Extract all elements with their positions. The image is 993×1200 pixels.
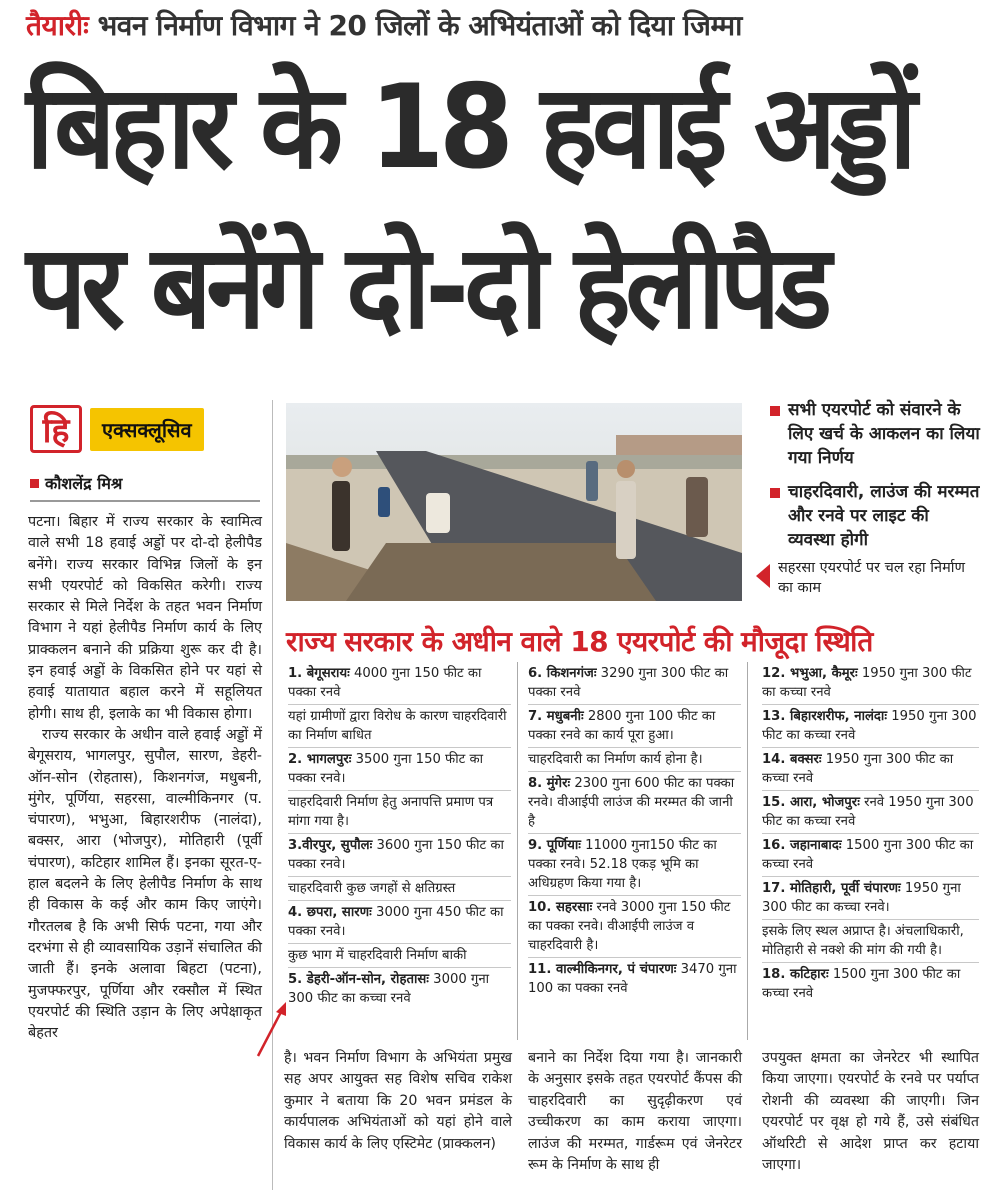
airport-detail: 1950 गुना 300 फीट का कच्चा रनवे xyxy=(762,666,972,700)
red-square-bullet-icon xyxy=(30,479,39,488)
byline xyxy=(30,472,122,494)
headline-line-2: पर बनेंगे दो-दो हेलीपैड xyxy=(26,220,827,355)
red-square-bullet-icon xyxy=(770,488,780,498)
airport-entry xyxy=(762,834,979,877)
article-paragraph: राज्य सरकार के अधीन वाले हवाई अड्डों में बेगूसराय, भागलपुर, सुपौल, सारण, डेहरी-ऑन-सोन (रोहतास), किशनगंज, मधुबनी, मुंगेर, पूर्णिया, सहरसा, वाल्मीकिनगर (प. चंपारण), भभुआ, बिहारशरीफ (नालंदा), बक्सर, आरा (भोजपुर), मोतिहारी (पूर्वी चंपारण), कटिहार शामिल हैं। इनका सूरत-ए-हाल बदलने के लिए हेलीपैड निर्माण के साथ ही विकास के कई और काम किए जाएंगे। गौरतलब है कि अभी सिर्फ पटना, गया और दरभंगा से ही व्यावसायिक उड़ानें संचालित की जाती हैं। इनके अलावा बिहटा (पटना), मुजफ्फरपुर, पूर्णिया और रक्सौल में स्थित एयरपोर्ट की स्थिति उड़ान के लिए अपेक्षाकृत बेहतर xyxy=(28,726,262,1042)
airport-entry xyxy=(762,705,979,748)
airport-name: 1. बेगूसरायः xyxy=(288,666,350,681)
airport-detail: यहां ग्रामीणों द्वारा विरोध के कारण चाहरदिवारी का निर्माण बाधित xyxy=(288,709,507,743)
newspaper-logo-icon xyxy=(30,405,82,453)
airport-entry xyxy=(288,662,511,705)
airport-detail: 3290 गुना 300 फीट का पक्का रनवे xyxy=(528,666,729,700)
airport-entry xyxy=(288,944,511,968)
left-arrow-icon xyxy=(756,564,770,588)
airport-entry xyxy=(762,791,979,834)
airport-entry xyxy=(762,662,979,705)
airport-name: 9. पूर्णियाः xyxy=(528,838,581,853)
kicker-text: भवन निर्माण विभाग ने 20 जिलों के अभियंताओं को दिया जिम्मा xyxy=(97,9,742,42)
construction-photo xyxy=(286,403,742,601)
airport-detail: 4000 गुना 150 फीट का पक्का रनवे xyxy=(288,666,482,700)
airport-name: 13. बिहारशरीफ, नालंदाः xyxy=(762,709,888,724)
kicker-line xyxy=(26,6,976,44)
airport-name: 14. बक्सरः xyxy=(762,752,822,767)
logo-text: हि xyxy=(42,411,70,451)
airport-entry xyxy=(288,968,511,1010)
airport-name: 6. किशनगंजः xyxy=(528,666,597,681)
grid-column-3 xyxy=(748,662,985,1040)
airport-entry xyxy=(528,896,741,958)
airport-detail: रनवे 1950 गुना 300 फीट का कच्चा रनवे xyxy=(762,795,974,829)
article-paragraph: उपयुक्त क्षमता का जेनरेटर भी स्थापित किया जाएगा। एयरपोर्ट के रनवे पर पर्याप्त रोशनी की व्यवस्था की जाएगी। जिन एयरपोर्ट पर वृक्ष हो गये हैं, उसे संबंधित ऑथरिटी से आदेश प्राप्त कर हटाया जाएगा। xyxy=(762,1050,979,1174)
airport-name: 18. कटिहारः xyxy=(762,967,829,982)
article-paragraph: बनाने का निर्देश दिया गया है। जानकारी के अनुसार इसके तहत एयरपोर्ट कैंपस की चाहरदिवारी का सुदृढ़ीकरण एवं उच्चीकरण का काम कराया जाएगा। लाउंज की मरम्मत, गार्डरूम एवं जेनरेटर रूम के निर्माण के साथ ही xyxy=(528,1050,742,1174)
airport-detail: 3000 गुना 450 फीट का पक्का रनवे। xyxy=(288,905,504,939)
airport-name: 16. जहानाबादः xyxy=(762,838,842,853)
airport-detail: कुछ भाग में चाहरदिवारी निर्माण बाकी xyxy=(288,948,467,963)
airport-entry xyxy=(288,748,511,791)
brand-block xyxy=(30,405,204,453)
airport-entry xyxy=(762,748,979,791)
airport-detail: 3000 गुना 300 फीट का कच्चा रनवे xyxy=(288,972,490,1006)
airport-name: 10. सहरसाः xyxy=(528,900,593,915)
airport-name: 17. मोतिहारी, पूर्वी चंपारणः xyxy=(762,881,901,896)
highlight-item xyxy=(770,398,980,470)
airport-name: 3.वीरपुर, सुपौलः xyxy=(288,838,373,853)
airport-detail: 2300 गुना 600 फीट का पक्का रनवे। वीआईपी लाउंज की मरम्मत की जानी है xyxy=(528,776,735,829)
airport-entry xyxy=(762,920,979,963)
airport-detail: 1950 गुना 300 फीट का कच्चा रनवे। xyxy=(762,881,961,915)
airport-detail: इसके लिए स्थल अप्राप्त है। अंचलाधिकारी, मोतिहारी से नक्शे की मांग की गयी है। xyxy=(762,924,964,958)
airport-entry xyxy=(762,963,979,1005)
airport-name: 4. छपरा, सारणः xyxy=(288,905,372,920)
airport-entry xyxy=(288,791,511,834)
airport-detail: 2800 गुना 100 फीट का पक्का रनवे का कार्य पूरा हुआ। xyxy=(528,709,716,743)
airport-detail: 1500 गुना 300 फीट का कच्चा रनवे xyxy=(762,838,974,872)
airport-name: 11. वाल्मीकिनगर, पं चंपारणः xyxy=(528,962,677,977)
airport-detail: रनवे 3000 गुना 150 फीट का पक्का रनवे। वीआईपी लाउंज व चाहरदिवारी है। xyxy=(528,900,731,953)
kicker-label: तैयारीः xyxy=(26,9,89,42)
airport-entry xyxy=(762,877,979,920)
highlights-list xyxy=(770,398,980,562)
airport-detail: चाहरदिवारी कुछ जगहों से क्षतिग्रस्त xyxy=(288,881,456,896)
highlight-item xyxy=(770,480,980,552)
photo-illustration xyxy=(286,403,742,601)
article-left-column xyxy=(28,512,262,1044)
red-square-bullet-icon xyxy=(770,406,780,416)
exclusive-badge: एक्सक्लूसिव xyxy=(90,408,204,451)
byline-divider xyxy=(30,500,260,502)
grid-column-2 xyxy=(518,662,748,1040)
airport-entry xyxy=(528,772,741,834)
airport-name: 15. आरा, भोजपुरः xyxy=(762,795,860,810)
airport-name: 2. भागलपुरः xyxy=(288,752,352,767)
article-paragraph: है। भवन निर्माण विभाग के अभियंता प्रमुख सह अपर आयुक्त सह विशेष सचिव राकेश कुमार ने बताया कि 20 भवन प्रमंडल के कार्यपालक अभियंताओं को यहां होने वाले विकास कार्य के लिए एस्टिमेट (प्राक्कलन) xyxy=(284,1050,512,1152)
airport-detail: 1950 गुना 300 फीट का कच्चा रनवे xyxy=(762,752,954,786)
table-title: राज्य सरकार के अधीन वाले 18 एयरपोर्ट की मौजूदा स्थिति xyxy=(286,625,873,658)
airport-detail: 1950 गुना 300 फीट का कच्चा रनवे xyxy=(762,709,977,743)
caption-text: सहरसा एयरपोर्ट पर चल रहा निर्माण का काम xyxy=(778,560,965,596)
airport-detail: 3500 गुना 150 फीट का पक्का रनवे। xyxy=(288,752,484,786)
article-paragraph: पटना। बिहार में राज्य सरकार के स्वामित्व वाले सभी 18 हवाई अड्डों पर दो-दो हेलीपैड बनेंगे। राज्य सरकार विभिन्न जिलों के इन सभी एयरपोर्ट को विकसित करेगी। राज्य सरकार से मिले निर्देश के तहत भवन निर्माण विभाग ने यहां हेलीपैड निर्माण कार्य के लिए प्राक्कलन बनाने की प्रक्रिया शुरू कर दी है। इन हवाई अड्डों के विकसित होने पर यहां से हवाई यातायात बहाल करने में सहूलियत होगी। साथ ही, इलाके का भी विकास होगा। xyxy=(28,514,262,722)
airport-detail: 11000 गुना150 फीट का पक्का रनवे। 52.18 एकड़ भूमि का अधिग्रहण किया गया है। xyxy=(528,838,717,891)
author-name: कौशलेंद्र मिश्र xyxy=(45,474,123,493)
airport-entry xyxy=(528,662,741,705)
airport-name: 7. मधुबनीः xyxy=(528,709,584,724)
airport-entry xyxy=(288,901,511,944)
airport-name: 5. डेहरी-ऑन-सोन, रोहतासः xyxy=(288,972,429,987)
airport-entry xyxy=(288,877,511,901)
airport-detail: चाहरदिवारी का निर्माण कार्य होना है। xyxy=(528,752,703,767)
airport-detail: 3470 गुना 100 का पक्का रनवे xyxy=(528,962,737,996)
airport-detail: 3600 गुना 150 फीट का पक्का रनवे। xyxy=(288,838,504,872)
airport-detail: चाहरदिवारी निर्माण हेतु अनापत्ति प्रमाण पत्र मांगा गया है। xyxy=(288,795,494,829)
airport-name: 12. भभुआ, कैमूरः xyxy=(762,666,858,681)
article-continued xyxy=(280,1048,985,1176)
grid-column-1 xyxy=(280,662,518,1040)
photo-caption xyxy=(756,558,976,598)
column-divider xyxy=(272,400,273,1190)
headline-line-1: बिहार के 18 हवाई अड्डों xyxy=(26,60,912,195)
highlight-text: सभी एयरपोर्ट को संवारने के लिए खर्च के आकलन का लिया गया निर्णय xyxy=(788,400,980,468)
airport-entry xyxy=(288,834,511,877)
highlight-text: चाहरदिवारी, लाउंज की मरम्मत और रनवे पर लाइट की व्यवस्था होगी xyxy=(788,482,980,550)
airport-entry xyxy=(528,748,741,772)
airport-entry xyxy=(528,834,741,896)
airport-entry xyxy=(288,705,511,748)
airport-detail: 1500 गुना 300 फीट का कच्चा रनवे xyxy=(762,967,961,1001)
airport-entry xyxy=(528,958,741,1000)
airport-status-grid xyxy=(280,662,985,1040)
airport-name: 8. मुंगेरः xyxy=(528,776,571,791)
airport-entry xyxy=(528,705,741,748)
